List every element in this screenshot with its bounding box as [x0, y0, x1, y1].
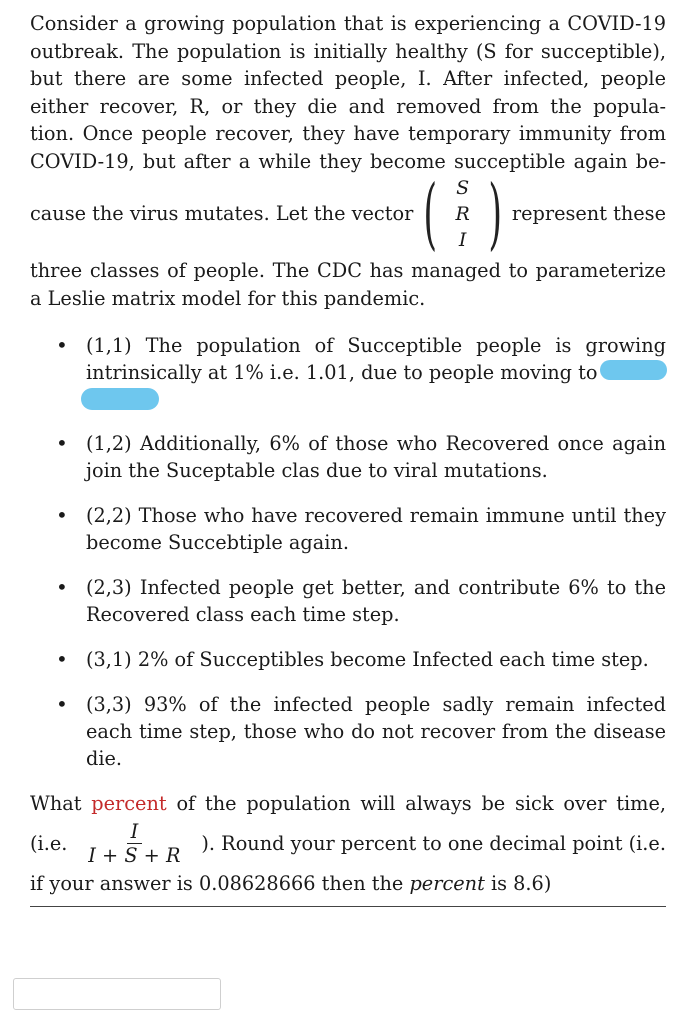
intro-line: either recover, R, or they die and removed from the popula- [30, 94, 666, 118]
divider [30, 906, 666, 907]
answer-input[interactable] [13, 978, 221, 1010]
vector-s: S [456, 177, 470, 199]
list-item: • (3,3) 93% of the infected people sadly remain infected each time step, those who do not recover from the disease die. [56, 692, 666, 770]
left-paren-icon: ( [423, 169, 438, 259]
list-item: • (1,2) Additionally, 6% of those who Recovered once again join the Suceptable clas due to viral mutations. [56, 431, 666, 482]
intro-line: COVID-19, but after a while they become succeptible again be- [30, 149, 666, 173]
list-item: • (1,1) The population of Succeptible people is growing intrinsically at 1% i.e. 1.01, due to people moving to [56, 333, 666, 384]
bullet-icon: • [56, 575, 68, 599]
intro-line: tion. Once people recover, they have temporary immunity from [30, 122, 666, 145]
redaction-mark [600, 360, 667, 380]
question-paragraph [30, 790, 666, 898]
redaction-mark [81, 388, 159, 410]
bullet-icon: • [56, 692, 68, 716]
list-item: • (3,1) 2% of Succeptibles become Infected each time step. [56, 647, 649, 671]
vector-r: R [455, 203, 470, 225]
vector-line [30, 171, 666, 257]
intro-paragraph [30, 10, 666, 312]
bullet-icon: • [56, 333, 68, 357]
vector-entries [446, 175, 480, 253]
vector-i: I [458, 229, 467, 251]
bullet-icon: • [56, 503, 68, 527]
right-paren-icon: ) [487, 169, 502, 259]
sri-vector [415, 169, 510, 259]
intro-line: Consider a growing population that is experiencing a COVID-19 [30, 12, 666, 35]
list-item: • (2,2) Those who have recovered remain immune until they become Succebtiple again. [56, 503, 666, 554]
problem-text [30, 10, 666, 898]
intro-line: outbreak. The population is initially healthy (S for succeptible), [30, 39, 666, 63]
bullet-icon: • [56, 431, 68, 455]
percent-highlight: percent [91, 792, 167, 815]
list-item: • (2,3) Infected people get better, and contribute 6% to the Recovered class each time step. [56, 575, 666, 626]
intro-line: represent these [511, 202, 666, 226]
intro-line: cause the virus mutates. Let the vector [30, 202, 414, 226]
fraction: $\frac{I}{I + S + R}$ [88, 819, 181, 867]
intro-line: but there are some infected people, I. After infected, people [30, 67, 666, 90]
intro-line: three classes of people. The CDC has managed to parameterize [30, 259, 666, 282]
intro-line: a Leslie matrix model for this pandemic. [30, 286, 426, 310]
bullet-icon: • [56, 647, 68, 671]
question-line: if your answer is 0.08628666 then the percent is 8.6) [30, 872, 552, 895]
question-line: What percent of the population will always be sick over time, [30, 792, 666, 815]
question-line: (i.e. $\frac{I}{I + S + R}$ ). Round your percent to one decimal point (i.e. [30, 819, 666, 867]
